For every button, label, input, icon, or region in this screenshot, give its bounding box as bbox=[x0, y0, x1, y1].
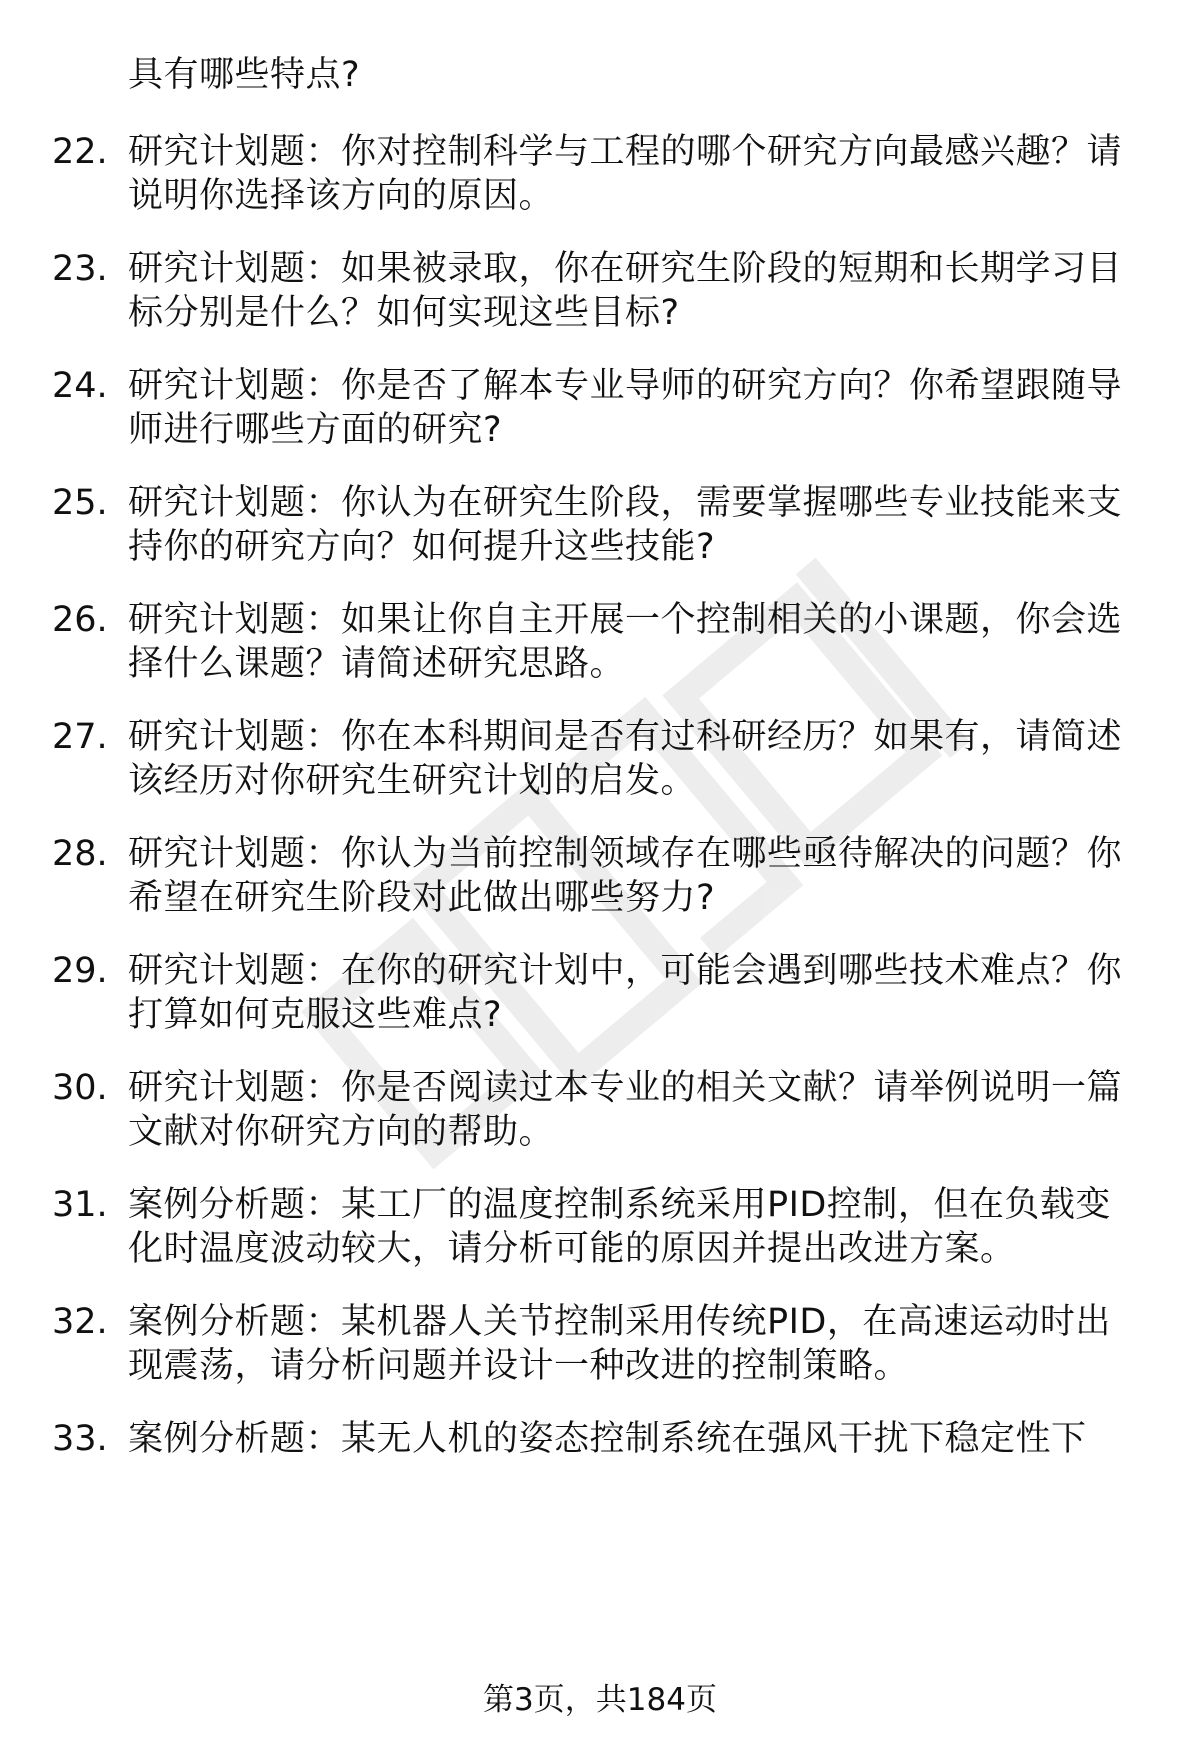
question-number: 33. bbox=[52, 1419, 108, 1459]
question-text-line: 标分别是什么？如何实现这些目标? bbox=[128, 293, 680, 333]
question-number: 31. bbox=[52, 1185, 108, 1225]
question-text-line: 研究计划题：你认为在研究生阶段，需要掌握哪些专业技能来支 bbox=[128, 483, 1123, 523]
question-number: 27. bbox=[52, 717, 108, 757]
question-text-line: 研究计划题：你在本科期间是否有过科研经历？如果有，请简述 bbox=[128, 717, 1123, 757]
question-text-line: 研究计划题：如果让你自主开展一个控制相关的小课题，你会选 bbox=[128, 600, 1123, 640]
question-text-line: 说明你选择该方向的原因。 bbox=[128, 176, 555, 216]
question-text-line: 研究计划题：如果被录取，你在研究生阶段的短期和长期学习目 bbox=[128, 249, 1123, 289]
question-text-line: 研究计划题：你是否阅读过本专业的相关文献？请举例说明一篇 bbox=[128, 1068, 1123, 1108]
question-number: 30. bbox=[52, 1068, 108, 1108]
question-number: 23. bbox=[52, 249, 108, 289]
question-text-line: 案例分析题：某机器人关节控制采用传统PID，在高速运动时出 bbox=[128, 1302, 1111, 1342]
question-number: 22. bbox=[52, 132, 108, 172]
question-text-line: 师进行哪些方面的研究? bbox=[128, 410, 503, 450]
question-text-line: 持你的研究方向？如何提升这些技能? bbox=[128, 527, 716, 567]
question-number: 25. bbox=[52, 483, 108, 523]
question-number: 29. bbox=[52, 951, 108, 991]
page-footer: 第3页，共184页 bbox=[483, 1682, 717, 1718]
question-text-line: 研究计划题：在你的研究计划中，可能会遇到哪些技术难点？你 bbox=[128, 951, 1123, 991]
question-text-line: 案例分析题：某工厂的温度控制系统采用PID控制，但在负载变 bbox=[128, 1185, 1111, 1225]
question-text-line: 文献对你研究方向的帮助。 bbox=[128, 1112, 555, 1152]
question-number: 24. bbox=[52, 366, 108, 406]
question-text-line: 化时温度波动较大，请分析可能的原因并提出改进方案。 bbox=[128, 1229, 1016, 1269]
question-text-line: 研究计划题：你认为当前控制领域存在哪些亟待解决的问题？你 bbox=[128, 834, 1123, 874]
question-text-line: 研究计划题：你是否了解本专业导师的研究方向？你希望跟随导 bbox=[128, 366, 1123, 406]
question-text-line: 案例分析题：某无人机的姿态控制系统在强风干扰下稳定性下 bbox=[128, 1419, 1087, 1459]
question-number: 28. bbox=[52, 834, 108, 874]
question-text-line: 择什么课题？请简述研究思路。 bbox=[128, 644, 626, 684]
question-number: 26. bbox=[52, 600, 108, 640]
question-text-line: 希望在研究生阶段对此做出哪些努力? bbox=[128, 878, 716, 918]
question-number: 32. bbox=[52, 1302, 108, 1342]
question-text-line: 该经历对你研究生研究计划的启发。 bbox=[128, 761, 697, 801]
question-text-line: 打算如何克服这些难点? bbox=[128, 995, 503, 1035]
question-text-line: 现震荡，请分析问题并设计一种改进的控制策略。 bbox=[128, 1346, 910, 1386]
intro-line: 具有哪些特点? bbox=[128, 55, 361, 95]
question-text-line: 研究计划题：你对控制科学与工程的哪个研究方向最感兴趣？请 bbox=[128, 132, 1123, 172]
